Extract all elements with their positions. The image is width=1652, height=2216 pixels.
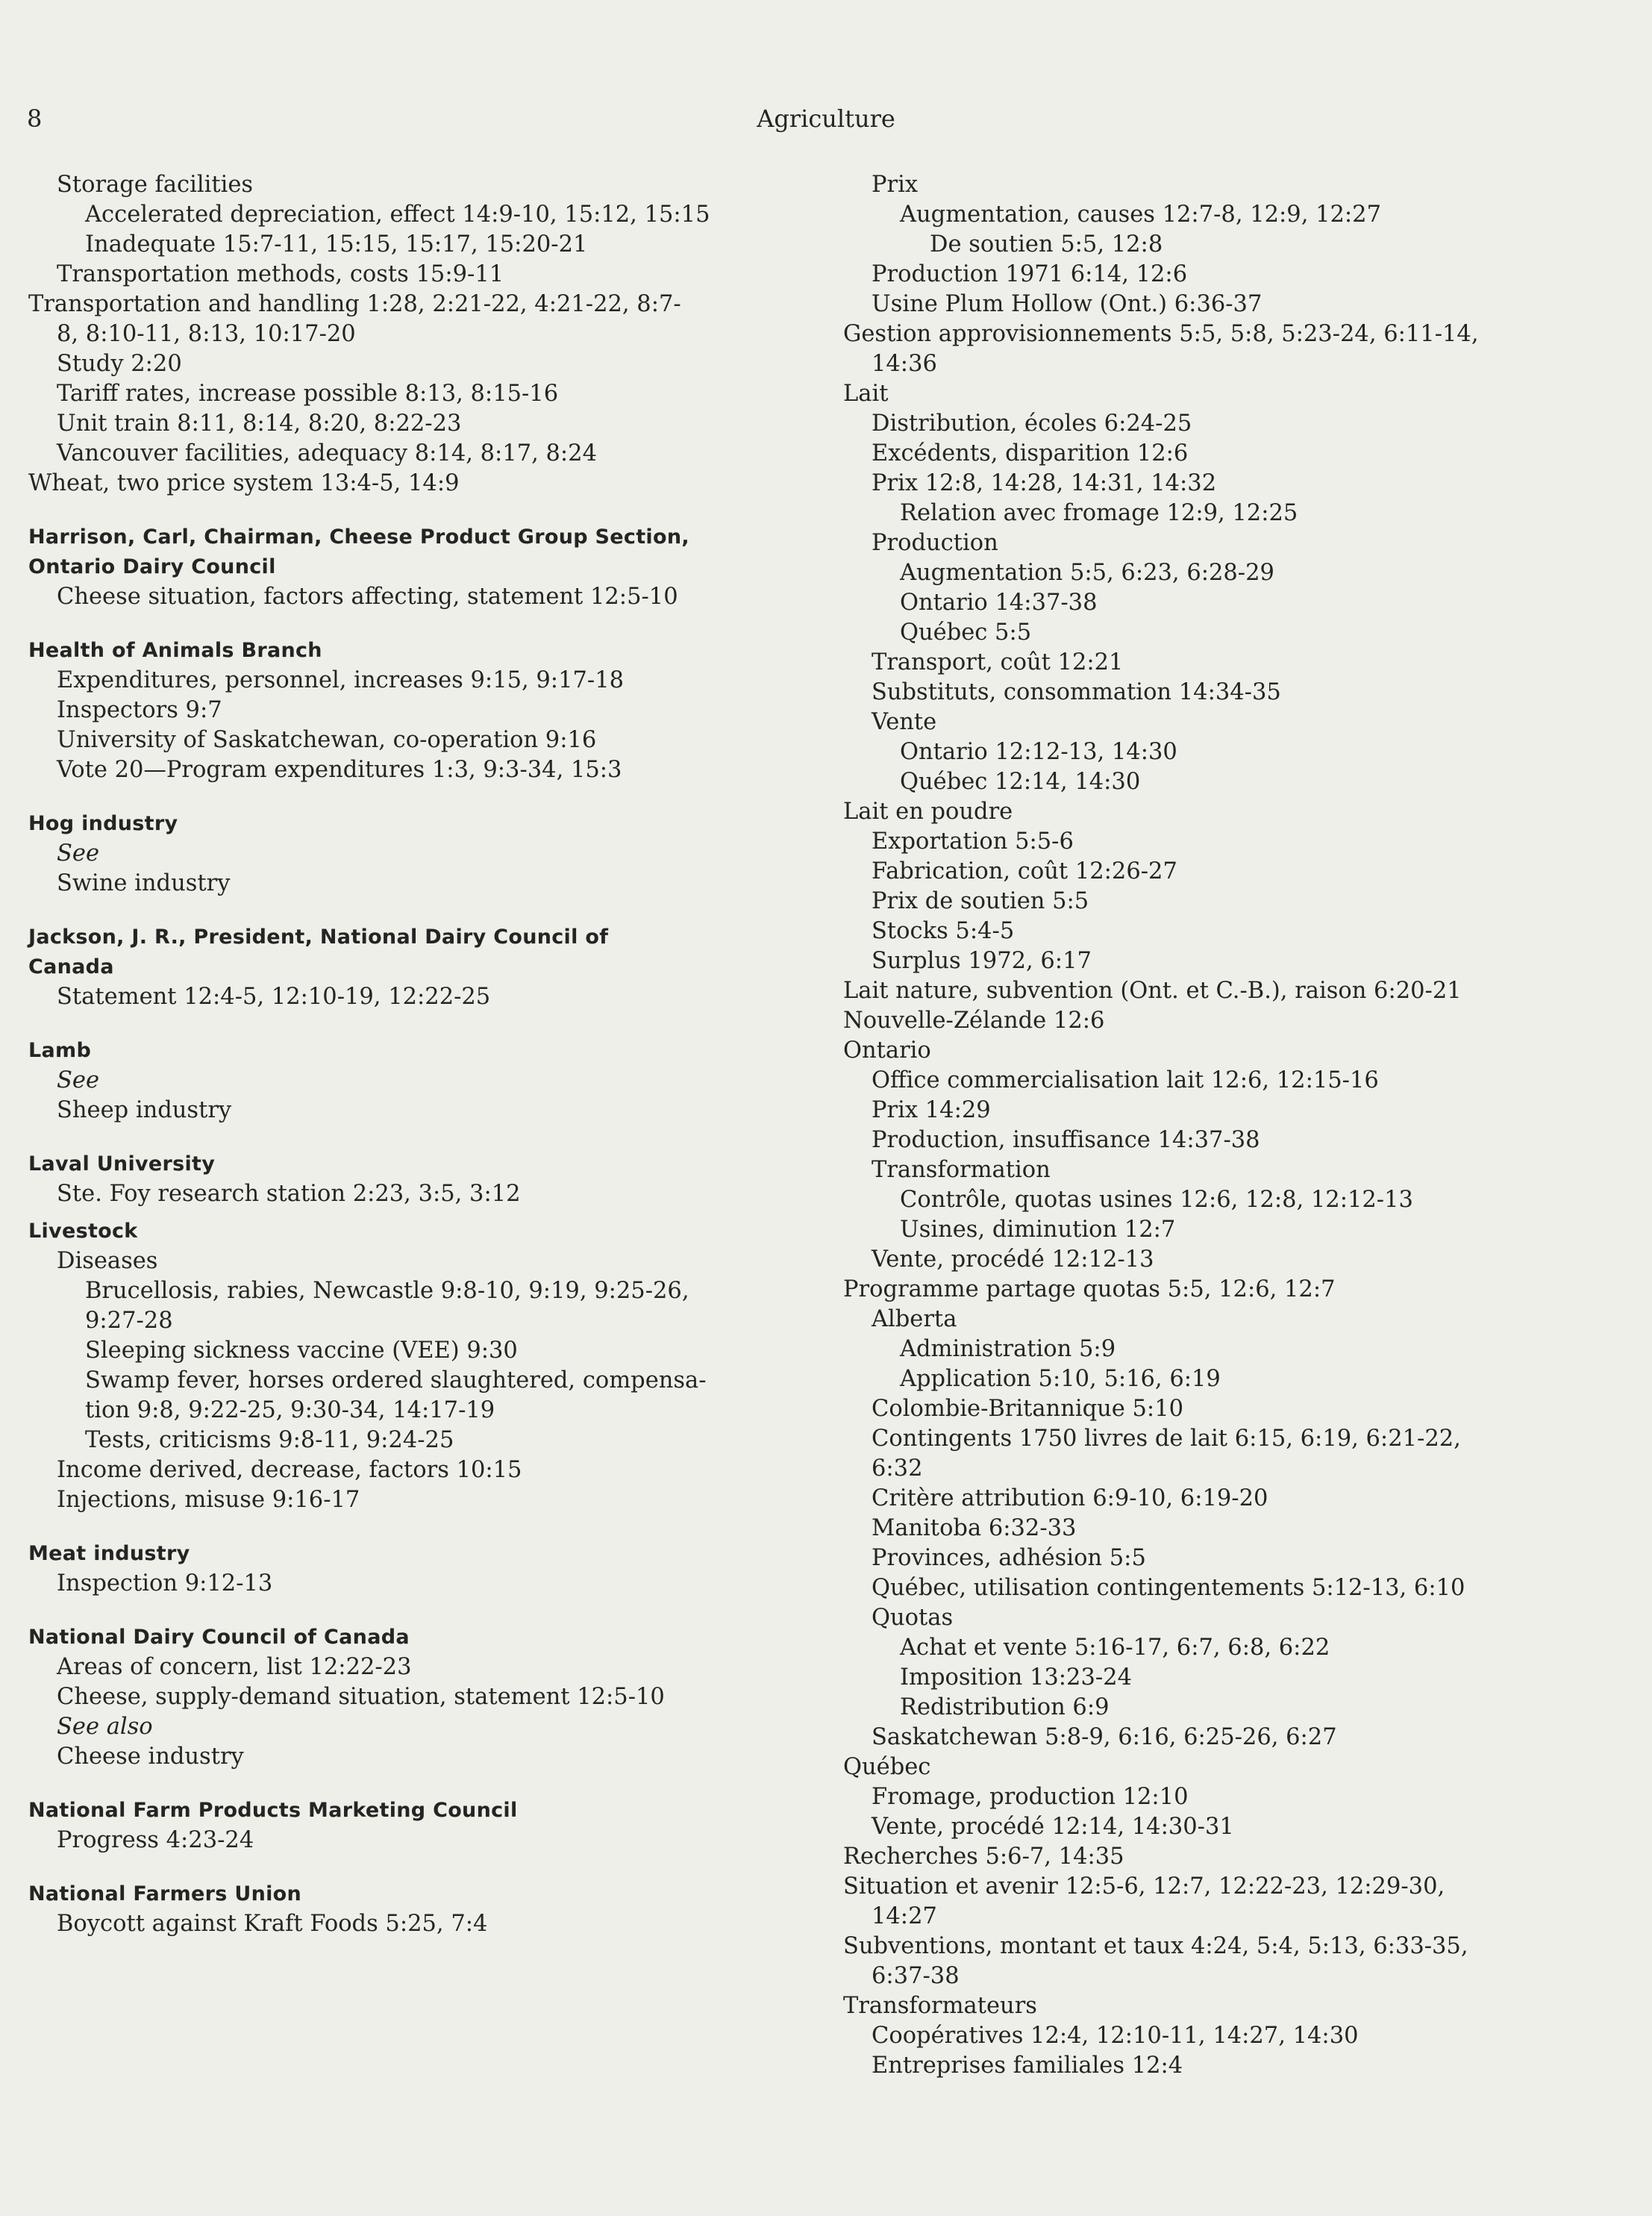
index-entry: Usines, diminution 12:7 [900, 1217, 1176, 1243]
index-entry: Augmentation 5:5, 6:23, 6:28-29 [900, 560, 1274, 586]
index-entry: Prix 12:8, 14:28, 14:31, 14:32 [872, 470, 1217, 496]
index-entry: Accelerated depreciation, effect 14:9-10, 15:12, 15:15 [85, 202, 710, 228]
index-entry: Vancouver facilities, adequacy 8:14, 8:17, 8:24 [57, 440, 597, 466]
index-heading: Lamb [28, 1039, 92, 1062]
index-entry: Production [872, 530, 998, 556]
index-entry: Swamp fever, horses ordered slaughtered, compensa- [85, 1367, 707, 1393]
index-entry: Distribution, écoles 6:24-25 [872, 411, 1192, 437]
index-entry: Québec [843, 1754, 931, 1780]
index-entry: Swine industry [57, 870, 231, 896]
index-entry: Québec 12:14, 14:30 [900, 769, 1141, 795]
index-heading: Jackson, J. R., President, National Dairy Council of [28, 926, 609, 949]
see-reference-label: See also [57, 1714, 153, 1740]
index-entry: Transformateurs [843, 1993, 1037, 2019]
index-entry: Tests, criticisms 9:8-11, 9:24-25 [85, 1427, 454, 1453]
index-entry: Provinces, adhésion 5:5 [872, 1545, 1146, 1571]
index-entry: Production, insuffisance 14:37-38 [872, 1127, 1260, 1153]
index-entry: Exportation 5:5-6 [872, 828, 1074, 855]
index-entry: Subventions, montant et taux 4:24, 5:4, 5:13, 6:33-35, [843, 1933, 1468, 1959]
index-entry: Production 1971 6:14, 12:6 [872, 261, 1188, 287]
index-entry: 6:37-38 [872, 1963, 960, 1989]
index-entry: Coopératives 12:4, 12:10-11, 14:27, 14:30 [872, 2023, 1359, 2049]
index-heading: Laval University [28, 1152, 216, 1176]
index-entry: Programme partage quotas 5:5, 12:6, 12:7 [843, 1276, 1336, 1302]
see-reference-label: See [57, 1067, 99, 1093]
index-entry: Prix 14:29 [872, 1097, 991, 1123]
index-entry: Achat et vente 5:16-17, 6:7, 6:8, 6:22 [900, 1635, 1330, 1661]
index-entry: Substituts, consommation 14:34-35 [872, 679, 1281, 705]
page-number: 8 [27, 104, 43, 133]
index-entry: Storage facilities [57, 172, 254, 198]
index-entry: Recherches 5:6-7, 14:35 [843, 1844, 1124, 1870]
index-entry: Prix de soutien 5:5 [872, 888, 1089, 914]
index-entry: Entreprises familiales 12:4 [872, 2053, 1183, 2079]
index-entry: Diseases [57, 1248, 158, 1274]
index-entry: Transport, coût 12:21 [872, 649, 1124, 675]
index-entry: Administration 5:9 [900, 1336, 1116, 1362]
index-entry: Ontario 14:37-38 [900, 590, 1098, 616]
index-entry: Critère attribution 6:9-10, 6:19-20 [872, 1485, 1268, 1511]
index-entry: Progress 4:23-24 [57, 1827, 254, 1853]
index-entry: Transportation and handling 1:28, 2:21-22, 4:21-22, 8:7- [28, 291, 681, 317]
see-reference-label: See [57, 840, 99, 867]
index-entry: Fromage, production 12:10 [872, 1784, 1189, 1810]
index-entry: 14:36 [872, 351, 937, 377]
index-entry: De soutien 5:5, 12:8 [930, 231, 1163, 258]
index-entry: Québec, utilisation contingentements 5:12-13, 6:10 [872, 1575, 1465, 1601]
index-entry: Stocks 5:4-5 [872, 918, 1015, 944]
running-title: Agriculture [757, 104, 895, 133]
index-entry: Augmentation, causes 12:7-8, 12:9, 12:27 [900, 202, 1381, 228]
index-entry: Brucellosis, rabies, Newcastle 9:8-10, 9:19, 9:25-26, [85, 1278, 689, 1304]
index-entry: Sheep industry [57, 1097, 232, 1123]
index-entry: Surplus 1972, 6:17 [872, 948, 1092, 974]
index-entry: Inspectors 9:7 [57, 697, 222, 723]
index-heading-continued: Canada [28, 955, 114, 979]
index-entry: Alberta [872, 1306, 957, 1332]
index-heading: National Dairy Council of Canada [28, 1626, 410, 1649]
index-entry: Cheese, supply-demand situation, statement 12:5-10 [57, 1684, 665, 1710]
index-entry: Expenditures, personnel, increases 9:15, 9:17-18 [57, 667, 625, 693]
index-entry: Transformation [872, 1157, 1051, 1183]
index-entry: Prix [872, 172, 919, 198]
index-entry: Office commercialisation lait 12:6, 12:15-16 [872, 1067, 1379, 1093]
index-entry: Ontario 12:12-13, 14:30 [900, 739, 1177, 765]
index-entry: Application 5:10, 5:16, 6:19 [900, 1366, 1221, 1392]
index-heading: National Farmers Union [28, 1882, 302, 1906]
index-heading: National Farm Products Marketing Council [28, 1799, 518, 1822]
index-entry: Inadequate 15:7-11, 15:15, 15:17, 15:20-21 [85, 231, 588, 258]
index-heading-continued: Ontario Dairy Council [28, 555, 276, 578]
index-entry: Vente [872, 709, 937, 735]
index-entry: Income derived, decrease, factors 10:15 [57, 1457, 522, 1483]
index-entry: Fabrication, coût 12:26-27 [872, 858, 1177, 884]
index-entry: Lait [843, 381, 889, 407]
index-entry: 8, 8:10-11, 8:13, 10:17-20 [57, 321, 356, 347]
index-entry: Saskatchewan 5:8-9, 6:16, 6:25-26, 6:27 [872, 1724, 1337, 1750]
index-entry: Lait en poudre [843, 799, 1013, 825]
index-entry: Colombie-Britannique 5:10 [872, 1396, 1184, 1422]
index-entry: 6:32 [872, 1455, 923, 1482]
index-entry: Transportation methods, costs 15:9-11 [57, 261, 504, 287]
index-entry: Excédents, disparition 12:6 [872, 440, 1189, 466]
index-entry: Cheese situation, factors affecting, statement 12:5-10 [57, 584, 678, 610]
index-entry: Gestion approvisionnements 5:5, 5:8, 5:23-24, 6:11-14, [843, 321, 1479, 347]
index-entry: Lait nature, subvention (Ont. et C.-B.), raison 6:20-21 [843, 978, 1462, 1004]
index-entry: Relation avec fromage 12:9, 12:25 [900, 500, 1298, 526]
index-entry: University of Saskatchewan, co-operation 9:16 [57, 727, 597, 753]
index-entry: Sleeping sickness vaccine (VEE) 9:30 [85, 1338, 518, 1364]
index-column-left [28, 170, 782, 1939]
index-entry: tion 9:8, 9:22-25, 9:30-34, 14:17-19 [85, 1397, 495, 1423]
index-entry: Contingents 1750 livres de lait 6:15, 6:19, 6:21-22, [872, 1426, 1461, 1452]
index-entry: Vente, procédé 12:12-13 [872, 1246, 1154, 1273]
index-entry: Boycott against Kraft Foods 5:25, 7:4 [57, 1911, 488, 1937]
index-entry: Manitoba 6:32-33 [872, 1515, 1077, 1541]
index-heading: Hog industry [28, 812, 178, 835]
index-entry: 9:27-28 [85, 1308, 173, 1334]
index-entry: 14:27 [872, 1903, 937, 1929]
index-entry: Wheat, two price system 13:4-5, 14:9 [28, 470, 460, 496]
index-entry: Situation et avenir 12:5-6, 12:7, 12:22-23, 12:29-30, [843, 1873, 1445, 1900]
index-entry: Ontario [843, 1037, 931, 1064]
index-entry: Contrôle, quotas usines 12:6, 12:8, 12:12-13 [900, 1187, 1413, 1213]
index-entry: Vente, procédé 12:14, 14:30-31 [872, 1814, 1234, 1840]
index-heading: Harrison, Carl, Chairman, Cheese Product Group Section, [28, 525, 689, 549]
index-entry: Study 2:20 [57, 351, 182, 377]
index-entry: Québec 5:5 [900, 619, 1032, 646]
index-entry: Unit train 8:11, 8:14, 8:20, 8:22-23 [57, 411, 462, 437]
index-entry: Statement 12:4-5, 12:10-19, 12:22-25 [57, 984, 491, 1010]
index-entry: Injections, misuse 9:16-17 [57, 1487, 360, 1513]
page-header [0, 104, 1652, 134]
index-entry: Redistribution 6:9 [900, 1694, 1110, 1720]
index-entry: Nouvelle-Zélande 12:6 [843, 1008, 1105, 1034]
index-heading: Meat industry [28, 1542, 190, 1565]
index-entry: Usine Plum Hollow (Ont.) 6:36-37 [872, 291, 1263, 317]
index-heading: Livestock [28, 1220, 138, 1243]
index-heading: Health of Animals Branch [28, 639, 322, 662]
index-entry: Inspection 9:12-13 [57, 1570, 273, 1597]
index-entry: Tariff rates, increase possible 8:13, 8:15-16 [57, 381, 559, 407]
index-entry: Areas of concern, list 12:22-23 [57, 1654, 412, 1680]
index-entry: Quotas [872, 1605, 954, 1631]
index-column-right [843, 170, 1649, 2081]
index-entry: Imposition 13:23-24 [900, 1664, 1132, 1691]
index-entry: Ste. Foy research station 2:23, 3:5, 3:12 [57, 1181, 521, 1207]
index-entry: Cheese industry [57, 1744, 244, 1770]
index-entry: Vote 20—Program expenditures 1:3, 9:3-34, 15:3 [57, 757, 622, 783]
